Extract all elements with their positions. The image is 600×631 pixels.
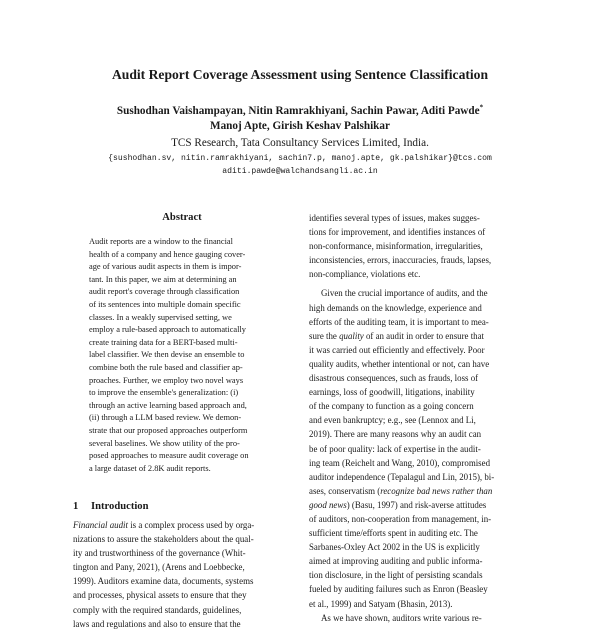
intro-line: Financial audit is a complex process used by orga- [73,520,255,530]
text-line: tions for improvement, and identifies instances of [309,227,486,238]
intro-line: ity and trustworthiness of the governance (Whit- [73,548,246,559]
intro-line: tington and Pany, 2021), (Arens and Loebbecke, [73,562,245,573]
text-line: of the company to function as a going concern [309,401,474,412]
abstract-line: tant. In this paper, we aim at determining an [89,274,237,284]
text-line: identifies several types of issues, makes sugges- [309,213,480,223]
abstract-line: posed approaches to measure audit coverage on [89,451,249,461]
abstract-heading: Abstract [162,212,202,223]
author-line-2: Manoj Apte, Girish Keshav Palshikar [210,120,390,132]
author-line-1: Sushodhan Vaishampayan, Nitin Ramrakhiyani, Sachin Pawar, Aditi Pawde* [116,103,484,117]
email-line-1[interactable]: {sushodhan.sv, nitin.ramrakhiyani, sachin7.p, manoj.apte, gk.palshikar}@tcs.com [108,154,492,163]
text-line: 2019). There are many reasons why an audit can [309,429,482,440]
text-line: non-compliance, violations etc. [309,269,421,280]
right-column-text [309,211,527,625]
text-line: non-conformance, misinformation, irregularities, [309,241,483,252]
text-line: high demands on the knowledge, experience and [309,302,482,313]
abstract-line: of its sentences into multiple domain specific [89,299,241,309]
text-line: ases, conservatism (recognize bad news rather than [309,485,493,496]
abstract-line: proaches. Further, we employ two novel ways [89,375,244,385]
abstract-line: health of a company and hence gauging cover- [89,249,246,259]
author-list [0,104,600,134]
intro-line: 1999). Auditors examine data, documents, systems [73,576,254,587]
text-line: it was carried out efficiently and effectively. Poor [309,344,485,355]
intro-paragraph [73,518,291,631]
paper-title: Audit Report Coverage Assessment using Sentence Classification [111,67,489,82]
abstract-line: (ii) through a LLM based review. We demon- [89,413,242,423]
term-good-news: good news [309,499,347,510]
text-line: efforts of the auditing team, it is important to mea- [309,316,489,327]
text-line: Sarbanes-Oxley Act 2002 in the US is explicitly [309,542,480,553]
abstract-line: a large dataset of 2.8K audit reports. [89,463,211,473]
text-line: aimed at improving auditing and public informa- [309,556,483,567]
text-line: auditor independence (Tepalagul and Lin, 2015), bi- [309,471,495,482]
text-line: tion disclosure, in the light of persisting scandals [309,570,483,581]
abstract-line: classes. In a weakly supervised setting, we [89,312,232,322]
text-line: earnings, loss of goodwill, litigations, inability [309,387,475,398]
email-line-2[interactable]: aditi.pawde@walchandsangli.ac.in [222,167,378,176]
section-heading-introduction [73,501,149,512]
abstract-line: strate that our proposed approaches outperform [89,425,248,435]
author-footnote-mark: * [479,103,484,112]
text-line: quality audits, whether intentional or not, can have [309,358,490,369]
text-line: et al., 1999) and Satyam (Bhasin, 2013). [309,598,453,609]
abstract-line: create training data for a BERT-based multi- [89,337,238,347]
term-quality: quality [339,330,364,341]
text-line: ing team (Reichelt and Wang, 2010), compromised [309,457,491,468]
abstract-line: to improve the ensemble's generalization: (i) [89,388,239,398]
abstract-line: several baselines. We show utility of the pro- [89,438,240,448]
abstract-line: combine both the rule based and classifier ap- [89,362,243,372]
text-line: of auditors, non-cooperation from management, in- [309,513,492,524]
affiliation: TCS Research, Tata Consultancy Services Limited, India. [171,137,429,149]
section-title: Introduction [91,501,149,512]
abstract-body [89,236,275,475]
paragraph-audit-quality [309,286,527,610]
paragraph-issues [309,211,527,281]
intro-line: comply with the required standards, guidelines, [73,604,242,615]
text-line: and even bankruptcy; e.g., see (Lennox and Li, [309,415,476,426]
abstract-line: label classifier. We then devise an ensemble to [89,350,245,360]
abstract-line: through an active learning based approach and, [89,400,247,410]
text-line: disastrous consequences, such as frauds, loss of [309,373,479,384]
text-line: sure the quality of an audit in order to ensure that [309,330,485,341]
abstract-line: audit report's coverage through classification [89,287,240,297]
author-emails [0,152,600,178]
abstract-line: Audit reports are a window to the financial [89,237,233,246]
text-line: fueled by auditing failures such as Enron (Beasley [309,584,488,595]
term-financial-audit: Financial audit [73,520,128,530]
intro-line: nizations to assure the stakeholders about the qual- [73,534,254,545]
intro-line: laws and regulations and also to ensure that the [73,618,241,629]
abstract-line: employ a rule-based approach to automatically [89,325,246,335]
text-line: Given the crucial importance of audits, and the [321,288,488,299]
section-number: 1 [73,501,79,512]
text-line: inconsistencies, errors, inaccuracies, frauds, lapses, [309,255,492,266]
text-line: be of poor quality: lack of expertise in the audit- [309,443,481,454]
term-conservatism: recognize bad news rather than [380,485,493,496]
intro-line: and processes, physical assets to ensure that they [73,590,247,601]
text-line-partial: As we have shown, auditors write various re- [321,612,482,623]
abstract-line: age of various audit aspects in them is impor- [89,262,242,272]
text-line: good news) (Basu, 1997) and risk-averse attitudes [309,499,487,510]
text-line: sufficient time/efforts spent in auditing etc. The [309,528,478,539]
